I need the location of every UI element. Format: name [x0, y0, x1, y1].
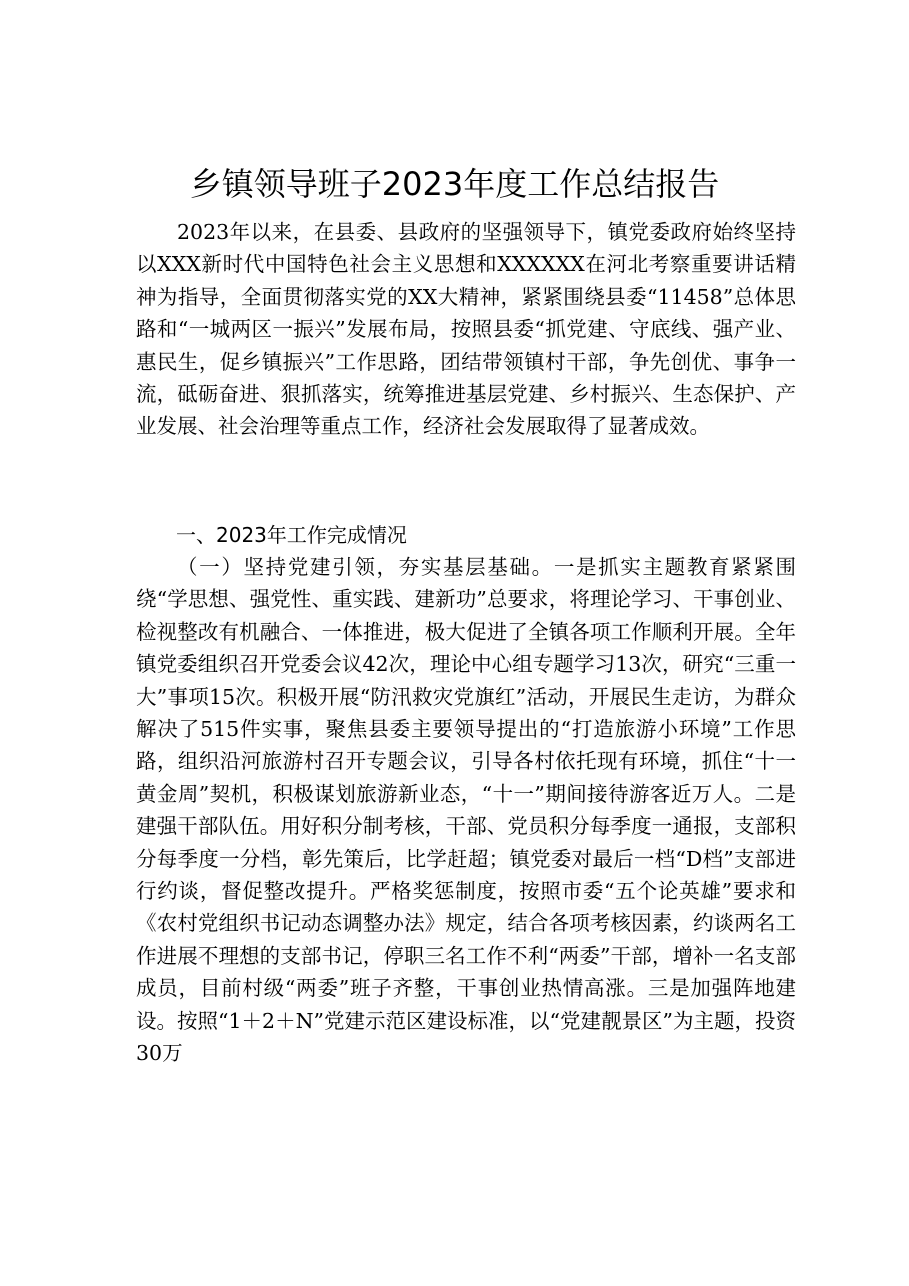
- document-title: 乡镇领导班子2023年度工作总结报告: [189, 165, 720, 203]
- section-paragraph: （一）坚持党建引领，夯实基层基础。一是抓实主题教育紧紧围绕“学思想、强党性、重实践、建新功”总要求，将理论学习、干事创业、检视整改有机融合、一体推进，极大促进了全镇各项工作顺利开展。全年镇党委组织召开党委会议42次，理论中心组专题学习13次，研究“三重一大”事项15次。积极开展“防汛救灾党旗红”活动，开展民生走访，为群众解决了515件实事，聚焦县委主要领导提出的“打造旅游小环境”工作思路，组织沿河旅游村召开专题会议，引导各村依托现有环境，抓住“十一黄金周”契机，积极谋划旅游新业态，“十一”期间接待游客近万人。二是建强干部队伍。用好积分制考核，干部、党员积分每季度一通报，支部积分每季度一分档，彰先策后，比学赶超；镇党委对最后一档“D档”支部进行约谈，督促整改提升。严格奖惩制度，按照市委“五个论英雄”要求和《农村党组织书记动态调整办法》规定，结合各项考核因素，约谈两名工作进展不理想的支部书记，停职三名工作不利“两委”干部，增补一名支部成员，目前村级“两委”班子齐整，干事创业热情高涨。三是加强阵地建设。按照“1＋2＋N”党建示范区建设标准，以“党建靓景区”为主题，投资30万: [136, 555, 796, 1066]
- section-heading: 一、2023年工作完成情况: [176, 523, 407, 547]
- intro-paragraph: 2023年以来，在县委、县政府的坚强领导下，镇党委政府始终坚持以XXX新时代中国特色社会主义思想和XXXXXX在河北考察重要讲话精神为指导，全面贯彻落实党的XX大精神，紧紧围绕县委“11458”总体思路和“一城两区一振兴”发展布局，按照县委“抓党建、守底线、强产业、惠民生，促乡镇振兴”工作思路，团结带领镇村干部，争先创优、事争一流，砥砺奋进、狠抓落实，统筹推进基层党建、乡村振兴、生态保护、产业发展、社会治理等重点工作，经济社会发展取得了显著成效。: [136, 220, 796, 439]
